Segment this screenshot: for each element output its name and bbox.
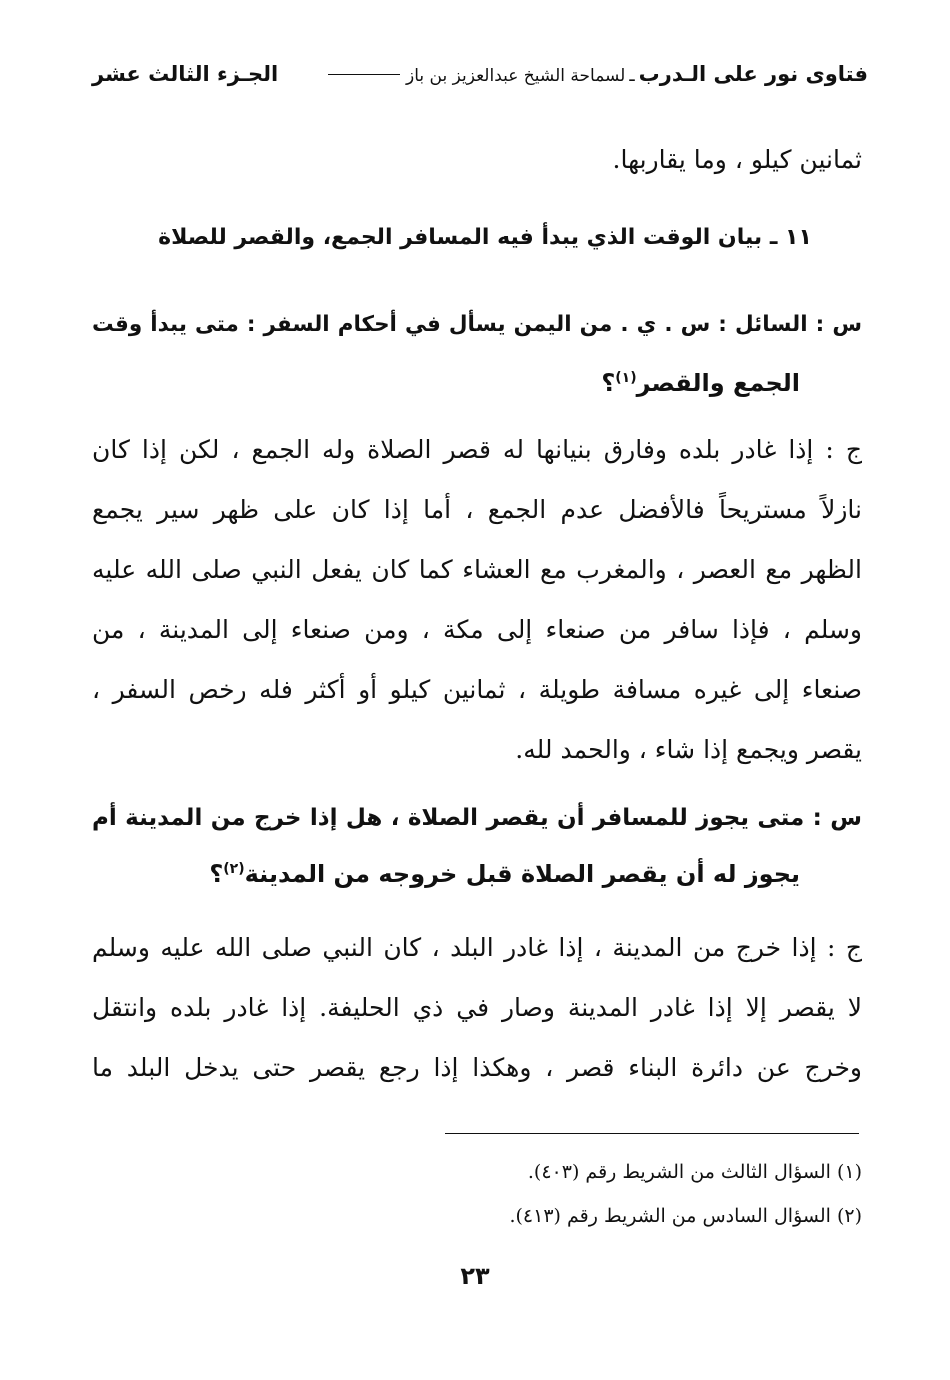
footnote: (١) السؤال الثالث من الشريط رقم (٤٠٣). [527, 1161, 862, 1183]
text-line: نازلاً مستريحاً فالأفضل عدم الجمع ، أما إذا كان على ظهر سير يجمع [92, 495, 862, 524]
book-title: فتاوى نور على الـدرب [638, 62, 868, 86]
text-line: س : السائل : س . ي . من اليمن يسأل في أحكام السفر : متى يبدأ وقت [92, 312, 862, 337]
text-line: وسلم ، فإذا سافر من صنعاء إلى مكة ، ومن صنعاء إلى المدينة ، من [92, 615, 862, 644]
question-mark: ؟ [601, 369, 616, 397]
text-line: لا يقصر إلا إذا غادر المدينة وصار في ذي الحليفة. إذا غادر بلده وانتقل [92, 993, 862, 1022]
answer-2 [92, 918, 862, 1098]
header-title-group [322, 62, 868, 86]
header-rule [328, 74, 400, 75]
continuation-paragraph [92, 130, 862, 190]
footnote: (٢) السؤال السادس من الشريط رقم (٤١٣). [509, 1205, 862, 1227]
footnote-ref: (٢) [223, 861, 245, 877]
question-text: يجوز له أن يقصر الصلاة قبل خروجه من المدينة [244, 860, 800, 888]
text-line: ثمانين كيلو ، وما يقاربها. [612, 145, 862, 174]
text-line: وخرج عن دائرة البناء قصر ، وهكذا إذا رجع يقصر حتى يدخل البلد ما [92, 1053, 862, 1082]
text-line [92, 354, 862, 412]
footnotes [509, 1150, 862, 1238]
running-header [92, 62, 868, 102]
text-line: يقصر ويجمع إذا شاء ، والحمد لله. [515, 735, 862, 764]
text-line: ج : إذا خرج من المدينة ، إذا غادر البلد ، كان النبي صلى الله عليه وسلم [92, 933, 862, 962]
answer-1 [92, 420, 862, 780]
question-2 [92, 790, 862, 902]
author-name: لسماحة الشيخ عبدالعزيز بن باز [406, 66, 626, 86]
page-number: ٢٣ [460, 1262, 490, 1290]
text-line: الظهر مع العصر ، والمغرب مع العشاء كما كان يفعل النبي صلى الله عليه [92, 555, 862, 584]
question-1 [92, 296, 862, 412]
text-line: ج : إذا غادر بلده وفارق بنيانها له قصر الصلاة وله الجمع ، لكن إذا كان [92, 435, 862, 464]
footnote-ref: (١) [615, 370, 637, 386]
text-line: صنعاء إلى غيره مسافة طويلة ، ثمانين كيلو أو أكثر فله رخص السفر ، [92, 675, 862, 704]
question-text: الجمع والقصر [636, 369, 800, 397]
text-line [92, 846, 862, 902]
volume-label: الجـزء الثالث عشر [92, 62, 279, 86]
header-separator: ـ [629, 65, 635, 86]
text-line: س : متى يجوز للمسافر أن يقصر الصلاة ، هل إذا خرج من المدينة أم [92, 805, 862, 831]
section-heading: ١١ ـ بيان الوقت الذي يبدأ فيه المسافر الجمع، والقصر للصلاة [158, 225, 812, 250]
question-mark: ؟ [209, 860, 224, 888]
footnote-divider [445, 1133, 859, 1134]
